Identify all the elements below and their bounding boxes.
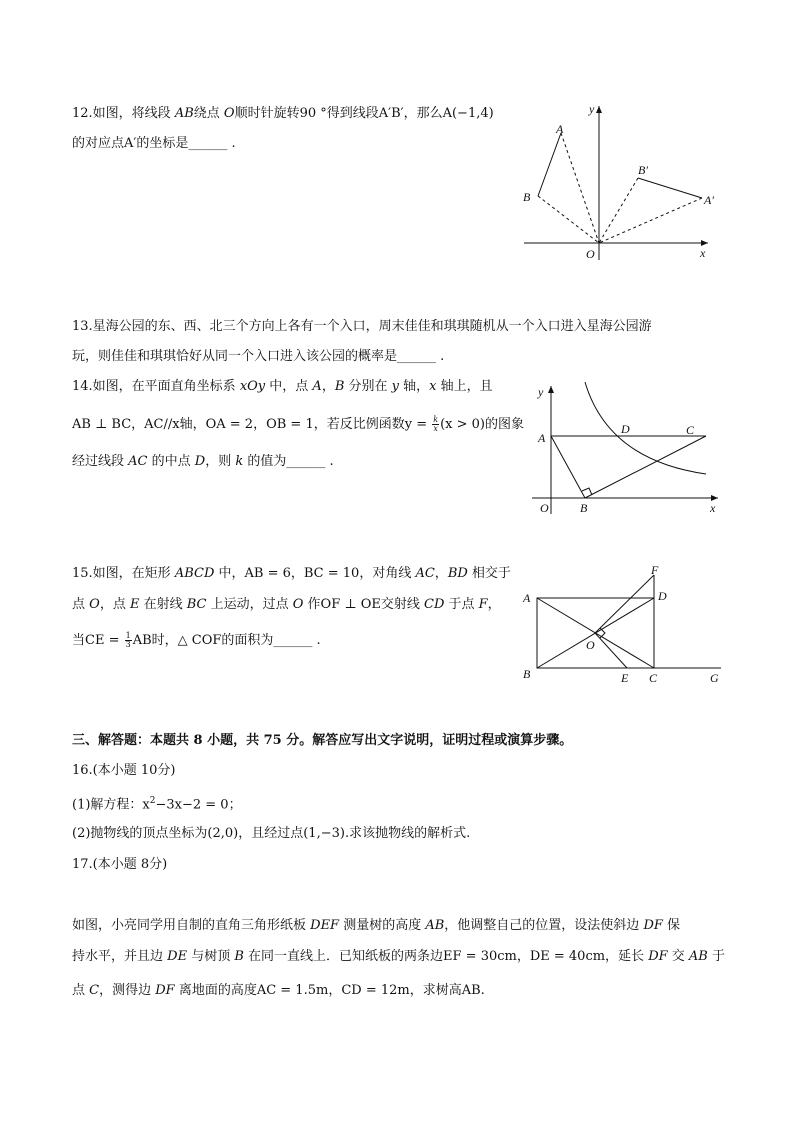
q16-part1: (1)解方程：$x^2-3x-2 = 0$； [72,796,242,813]
q14-figure [528,378,728,523]
y-axis-arrow [596,106,602,113]
segment-ab [538,133,561,196]
segment-a-prime-b-prime [638,178,702,198]
q16-part2: (2)抛物线的顶点坐标为(2,0)，且经过点(1,−3).求该抛物线的解析式. [72,826,471,841]
segment-ab [551,436,585,498]
dashed-oa-prime [599,198,702,243]
q12-figure [518,100,728,265]
label-x: x [700,246,706,260]
segment-bc [585,436,706,498]
label-o: O [586,638,595,652]
label-g: G [710,671,719,685]
label-d: D [658,589,667,603]
label-c: C [649,671,658,685]
segment-oe [595,633,627,668]
label-b-prime: B′ [638,163,648,177]
label-y: y [538,385,544,399]
segment-of [595,575,654,633]
q14-line2: AB ⊥ BC，AC//x轴，OA = 2，OB = 1，若反比例函数y = $\frac{k}{x}$ (x > 0)的图象 [72,415,524,433]
q16-title: 16.(本小题 10分) [72,763,176,778]
q12-line2: 的对应点A′的坐标是______ . [72,136,236,151]
q17-line3: 点 C，测得边 DF 离地面的高度AC = 1.5m，CD = 12m，求树高AB. [72,983,485,998]
right-angle-mark [582,488,592,495]
dashed-oa [561,133,599,243]
dashed-ob [538,196,599,243]
label-x: x [710,501,716,515]
y-axis-arrow [548,386,554,393]
label-f: F [651,563,659,577]
q13-line2: 玩，则佳佳和琪琪恰好从同一个入口进入该公园的概率是______ . [72,349,445,364]
q17-title: 17.(本小题 8分) [72,857,168,872]
label-a: A [523,591,531,605]
q12-line1: 12.如图，将线段 AB绕点 O顺时针旋转90 °得到线段A′B′，那么A(−1,4) [72,106,494,121]
label-e: E [621,671,629,685]
label-a-prime: A′ [704,193,714,207]
label-o: O [540,501,549,515]
label-y: y [589,102,595,116]
fraction-one-third: $\frac{1}{3}$ [125,631,131,649]
q15-line2: 点 O，点 E 在射线 BC 上运动，过点 O 作OF ⊥ OE交射线 CD 于点 F， [72,597,501,612]
q15-line3: 当CE = $\frac{1}{3}$ AB时，△ COF的面积为______ . [72,631,321,649]
label-d: D [621,422,630,436]
label-b: B [523,667,531,681]
label-o: O [586,247,595,261]
label-c: C [686,423,695,437]
q14-line3: 经过线段 AC 的中点 D，则 k 的值为______ . [72,454,334,469]
label-b: B [580,501,588,515]
fraction-k-over-x: $\frac{k}{x}$ [433,415,439,433]
label-b: B [523,190,531,204]
q13-line1: 13.星海公园的东、西、北三个方向上各有一个入口，周末佳佳和琪琪随机从一个入口进入星海公园游 [72,319,652,334]
q17-line2: 持水平，并且边 DE 与树顶 B 在同一直线上．已知纸板的两条边EF = 30cm，DE = 40cm，延长 DF 交 AB 于 [72,949,726,964]
dashed-ob-prime [599,178,638,243]
label-a: A [538,431,546,445]
section-3-heading: 三、解答题：本题共 8 小题，共 75 分。解答应写出文字说明，证明过程或演算步骤。 [72,733,573,748]
q17-line1: 如图，小亮同学用自制的直角三角形纸板 DEF 测量树的高度 AB，他调整自己的位置，设法使斜边 DF 保 [72,918,681,933]
q15-figure [515,560,730,690]
label-a: A [556,122,564,136]
q14-line1: 14.如图，在平面直角坐标系 xOy 中，点 A，B 分别在 y 轴，x 轴上，且 [72,379,493,394]
q15-line1: 15.如图，在矩形 ABCD 中，AB = 6，BC = 10，对角线 AC，BD 相交于 [72,566,511,581]
